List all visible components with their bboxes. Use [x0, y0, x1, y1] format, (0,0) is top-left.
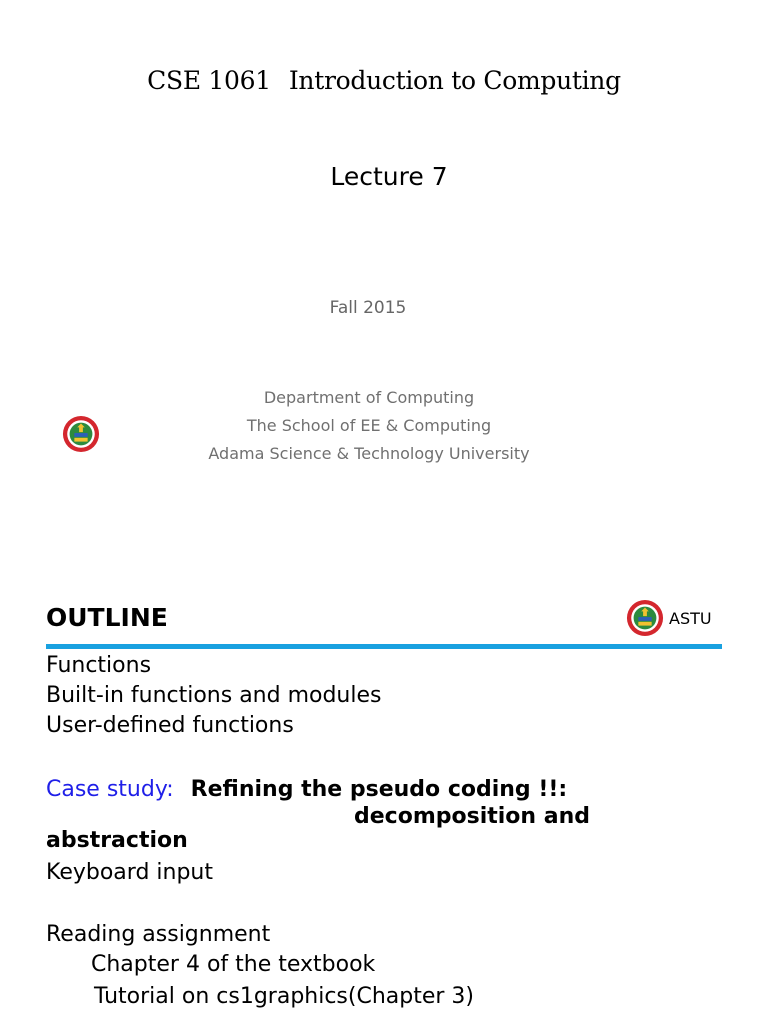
- course-code: CSE 1061: [147, 66, 271, 95]
- school-name: The School of EE & Computing: [246, 416, 492, 435]
- case-study-label: Case study:: [46, 777, 174, 802]
- case-study-continuation: decomposition and: [354, 804, 590, 829]
- outline-heading: OUTLINE: [46, 603, 168, 632]
- logo-label: ASTU: [669, 609, 712, 628]
- reading-heading: Reading assignment: [46, 922, 271, 947]
- university-seal-icon: [626, 599, 664, 637]
- outline-item: Keyboard input: [46, 860, 213, 885]
- course-title: [0, 66, 768, 95]
- case-study-text: Refining the pseudo coding !!:: [190, 777, 568, 802]
- outline-item: Built-in functions and modules: [46, 683, 382, 708]
- course-name: Introduction to Computing: [288, 66, 621, 95]
- heading-divider: [46, 644, 722, 649]
- reading-item: Tutorial on cs1graphics(Chapter 3): [94, 984, 475, 1009]
- university-seal-icon: [62, 415, 100, 453]
- case-study-line: [46, 775, 567, 805]
- term-label: Fall 2015: [329, 298, 407, 318]
- department-name: Department of Computing: [263, 388, 475, 407]
- university-name: Adama Science & Technology University: [208, 444, 530, 463]
- case-study-ending: abstraction: [46, 828, 188, 853]
- outline-item: Functions: [46, 653, 152, 678]
- lecture-number: Lecture 7: [330, 162, 448, 191]
- outline-item: User-defined functions: [46, 713, 294, 738]
- reading-item: Chapter 4 of the textbook: [91, 952, 376, 977]
